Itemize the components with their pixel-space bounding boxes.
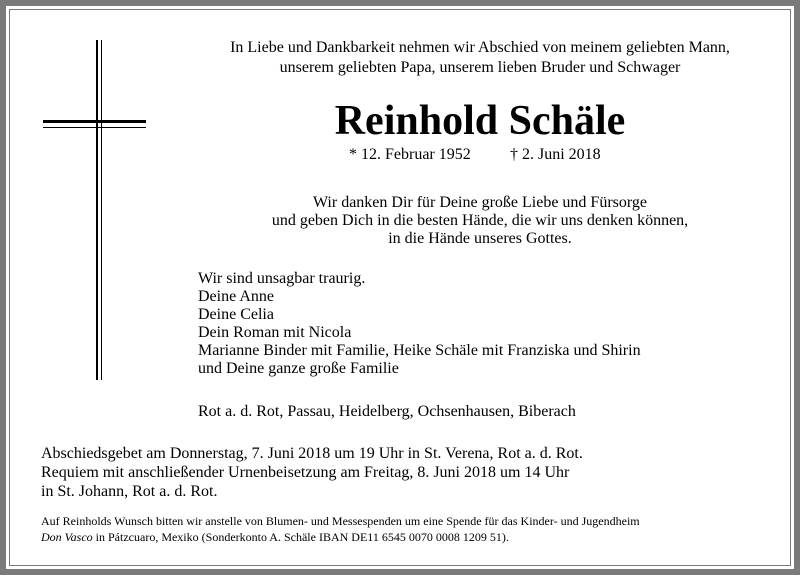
donation-line-2 — [41, 529, 509, 545]
intro-line-2: unserem geliebten Papa, unserem lieben Bruder und Schwager — [279, 59, 681, 76]
donation-line-1: Auf Reinholds Wunsch bitten wir anstelle von Blumen- und Messespenden um eine Spende für das Kinder- und Jugendheim — [41, 514, 640, 528]
cross-vertical-bar — [96, 40, 98, 380]
funeral-line-3: in St. Johann, Rot a. d. Rot. — [41, 483, 218, 500]
verse-line-1: Wir danken Dir für Deine große Liebe und Fürsorge — [312, 194, 648, 211]
places-line: Rot a. d. Rot, Passau, Heidelberg, Ochsenhausen, Biberach — [198, 403, 576, 420]
intro-line-1: In Liebe und Dankbarkeit nehmen wir Abschied von meinem geliebten Mann, — [230, 39, 730, 56]
verse-line-2: und geben Dich in die besten Hände, die wir uns denken können, — [271, 212, 689, 229]
funeral-line-1: Abschiedsgebet am Donnerstag, 7. Juni 2018 um 19 Uhr in St. Verena, Rot a. d. Rot. — [41, 445, 583, 462]
death-date: † 2. Juni 2018 — [510, 146, 601, 163]
mourner-line: Marianne Binder mit Familie, Heike Schäle mit Franziska und Shirin — [198, 342, 641, 359]
cross-horizontal-bar — [43, 120, 146, 123]
donation-recipient: Don Vasco — [41, 530, 93, 544]
mourner-line: Deine Celia — [198, 306, 274, 323]
mourner-line: Deine Anne — [198, 288, 274, 305]
cross-vertical-line — [101, 40, 102, 380]
mourner-line: Wir sind unsagbar traurig. — [198, 270, 366, 287]
funeral-line-2: Requiem mit anschließender Urnenbeisetzung am Freitag, 8. Juni 2018 um 14 Uhr — [41, 464, 570, 481]
cross-horizontal-line — [43, 127, 146, 128]
verse-line-3: in die Hände unseres Gottes. — [388, 230, 572, 247]
donation-details: in Pátzcuaro, Mexiko (Sonderkonto A. Schäle IBAN DE11 6545 0070 0008 1209 51). — [92, 530, 509, 544]
deceased-name: Reinhold Schäle — [334, 98, 626, 144]
birth-date: * 12. Februar 1952 — [349, 146, 471, 163]
mourner-line: und Deine ganze große Familie — [198, 360, 399, 377]
mourner-line: Dein Roman mit Nicola — [198, 324, 352, 341]
